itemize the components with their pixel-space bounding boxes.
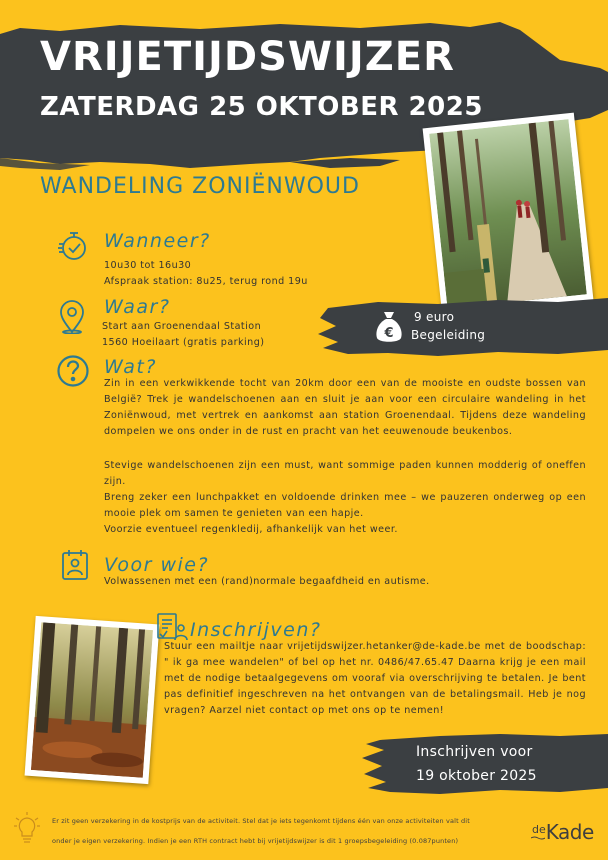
footer-note-line-1: Er zit geen verzekering in de kostprijs van de activiteit. Stel dat je iets tegenkomt tijdens één van onze activiteiten valt dit <box>52 817 470 825</box>
where-line-2: 1560 Hoeilaart (gratis parking) <box>102 337 265 348</box>
what-paragraph-2: Stevige wandelschoenen zijn een must, want sommige paden kunnen modderig of oneffen zijn. <box>104 460 586 487</box>
logo-prefix: de <box>532 823 546 836</box>
when-line-2: Afspraak station: 8u25, terug rond 19u <box>104 276 308 287</box>
what-paragraph-1: Zin in een verkwikkende tocht van 20km door een van de mooiste en oudste bossen van België? Trek je wandelschoenen aan en sluit je aan voor een circulaire wandeling in het Zoniënwoud, met vertrek en aankomst aan station Groenendaal. Tijdens deze wandeling dompelen we ons onder in de rust en pracht van het eeuwenoude beukenbos. <box>104 378 586 437</box>
register-text: Stuur een mailtje naar vrijetijdswijzer.hetanker@de-kade.be met de boodschap: " ik ga mee wandelen" of bel op het nr. 0486/47.65.47 Daarna krijg je een mail met de nodige betaalgegevens om vooraf via overschrijving te betalen. Je bent pas definitief ingeschreven na het ontvangen van de betalingsmail. Heb je nog vragen? Aarzel niet contact op met ons op te nemen! <box>164 641 586 716</box>
logo-name: Kade <box>545 820 594 844</box>
for-whom-text: Volwassenen met een (rand)normale begaafdheid en autisme. <box>104 576 430 587</box>
de-kade-logo <box>532 820 594 844</box>
deadline-line-1: Inschrijven voor <box>416 744 533 760</box>
autumn-forest-photo <box>25 616 160 784</box>
where-line-1: Start aan Groenendaal Station <box>102 321 262 332</box>
activity-title: WANDELING ZONIËNWOUD <box>40 174 360 199</box>
price-brush-background <box>318 296 608 358</box>
for-whom-heading: Voor wie? <box>104 554 210 576</box>
money-bag-euro-icon <box>374 308 404 344</box>
footer-note-line-2: onder je eigen verzekering. Indien je een RTH contract hebt bij vrijetijdswijzer is dit 1 groepsbegeleiding (0.087punten) <box>52 837 459 845</box>
deadline-line-2: 19 oktober 2025 <box>416 768 537 784</box>
when-heading: Wanneer? <box>104 230 211 252</box>
stopwatch-check-icon <box>58 230 90 262</box>
what-paragraph-3: Breng zeker een lunchpakket en voldoende drinken mee – we pauzeren onderweg op een mooie plek om samen te genieten van een hapje. <box>104 492 586 519</box>
logo-wave-mark <box>531 836 545 840</box>
forest-walkers-photo <box>423 113 594 316</box>
signup-form-icon <box>156 612 188 642</box>
svg-text:€: € <box>384 326 394 341</box>
register-heading: Inschrijven? <box>190 619 322 641</box>
when-line-1: 10u30 tot 16u30 <box>104 260 192 271</box>
what-heading: Wat? <box>104 356 157 378</box>
what-paragraph-4: Voorzie eventueel regenkledij, afhankelijk van het weer. <box>104 524 398 535</box>
page-title: VRIJETIJDSWIJZER <box>40 34 455 80</box>
event-date: ZATERDAG 25 OKTOBER 2025 <box>40 92 483 122</box>
where-heading: Waar? <box>104 296 171 318</box>
map-pin-icon <box>58 300 86 334</box>
price-note: Begeleiding <box>411 328 486 342</box>
question-mark-icon <box>56 354 90 388</box>
deadline-brush-background <box>360 730 608 796</box>
person-calendar-icon <box>60 548 90 582</box>
lightbulb-icon <box>14 812 40 844</box>
price-amount: 9 euro <box>414 310 455 324</box>
